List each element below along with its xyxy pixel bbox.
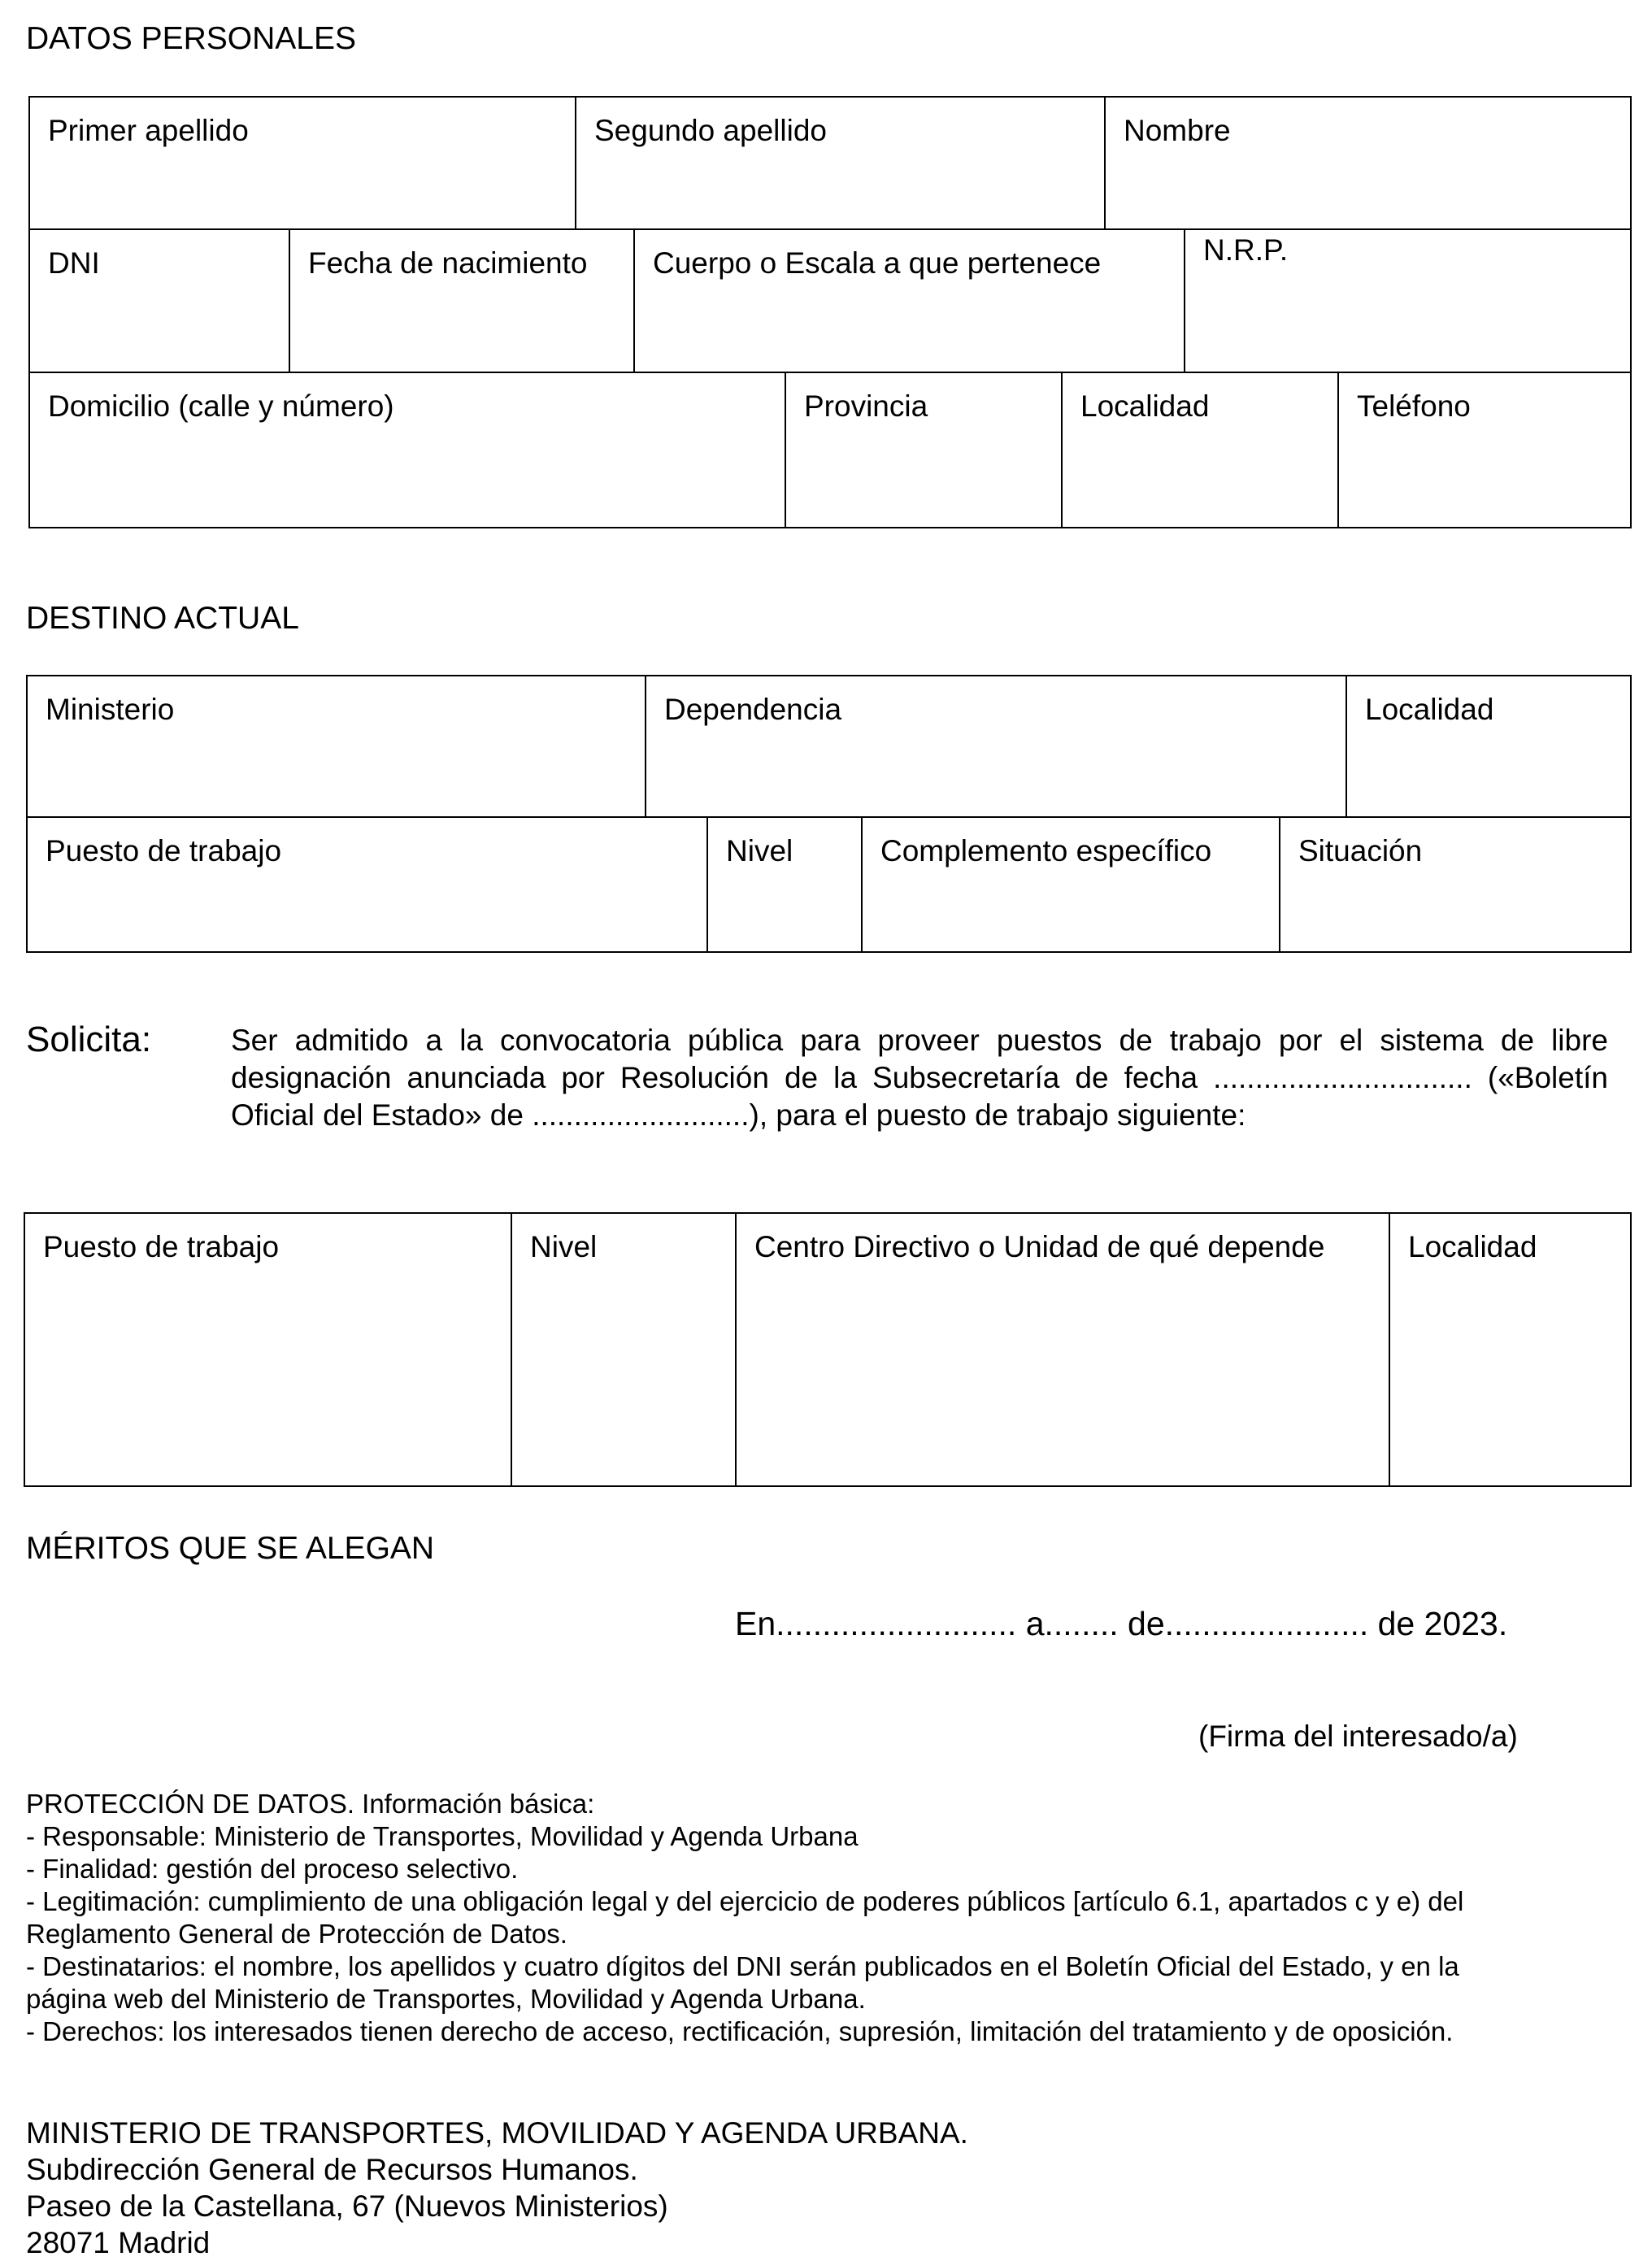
provincia-field[interactable] <box>785 373 1061 527</box>
datos-personales-row-2 <box>30 228 1630 373</box>
proteccion-datos-block <box>26 1788 1463 2048</box>
telefono-field[interactable] <box>1337 373 1630 527</box>
datos-personales-row-1 <box>30 98 1630 228</box>
localidad-field[interactable] <box>1061 373 1337 527</box>
field-label: Localidad <box>1365 693 1494 726</box>
direccion-block <box>26 2115 968 2261</box>
solicita-label: Solicita: <box>26 1020 152 1059</box>
field-label: Fecha de nacimiento <box>308 246 588 280</box>
field-label: Situación <box>1298 834 1423 867</box>
proteccion-line: - Destinatarios: el nombre, los apellidos y cuatro dígitos del DNI serán publicados en el Boletín Oficial del Estado, y en la <box>26 1951 1459 1981</box>
puesto-solicitado-table <box>24 1212 1632 1487</box>
proteccion-line: - Derechos: los interesados tienen derecho de acceso, rectificación, supresión, limitación del tratamiento y de oposición. <box>26 2016 1454 2046</box>
segundo-apellido-field[interactable] <box>575 98 1104 228</box>
destino-actual-row-1 <box>28 676 1630 816</box>
direccion-line: MINISTERIO DE TRANSPORTES, MOVILIDAD Y AGENDA URBANA. <box>26 2116 968 2150</box>
field-label: Complemento específico <box>880 834 1212 867</box>
field-label: Primer apellido <box>48 114 249 147</box>
proteccion-line: página web del Ministerio de Transportes, Movilidad y Agenda Urbana. <box>26 1984 866 2014</box>
nivel-actual-field[interactable] <box>706 818 861 951</box>
destino-actual-row-2 <box>28 816 1630 951</box>
section-title-meritos: MÉRITOS QUE SE ALEGAN <box>26 1531 435 1566</box>
proteccion-line: - Responsable: Ministerio de Transportes, Movilidad y Agenda Urbana <box>26 1821 859 1851</box>
cuerpo-escala-field[interactable] <box>633 230 1184 373</box>
field-label: Puesto de trabajo <box>43 1230 280 1263</box>
section-title-destino-actual: DESTINO ACTUAL <box>26 601 299 636</box>
puesto-solicitado-field[interactable] <box>25 1214 511 1485</box>
field-label: Puesto de trabajo <box>46 834 282 867</box>
dependencia-field[interactable] <box>645 676 1346 816</box>
puesto-solicitado-row <box>25 1214 1630 1485</box>
destino-actual-table <box>26 675 1632 953</box>
complemento-especifico-field[interactable] <box>861 818 1279 951</box>
localidad-solicitada-field[interactable] <box>1389 1214 1630 1485</box>
proteccion-line: Reglamento General de Protección de Datos. <box>26 1919 567 1949</box>
proteccion-line: PROTECCIÓN DE DATOS. Información básica: <box>26 1789 595 1819</box>
section-title-datos-personales: DATOS PERSONALES <box>26 21 357 56</box>
field-label: Ministerio <box>46 693 175 726</box>
field-label: Segundo apellido <box>594 114 827 147</box>
nivel-solicitado-field[interactable] <box>511 1214 735 1485</box>
direccion-line: Paseo de la Castellana, 67 (Nuevos Ministerios) <box>26 2189 668 2223</box>
direccion-line: 28071 Madrid <box>26 2226 211 2259</box>
firma-label: (Firma del interesado/a) <box>1198 1720 1518 1753</box>
primer-apellido-field[interactable] <box>30 98 575 228</box>
proteccion-line: - Legitimación: cumplimiento de una obligación legal y del ejercicio de poderes públicos [artículo 6.1, apartados c y e) del <box>26 1886 1464 1916</box>
field-label: N.R.P. <box>1203 233 1289 267</box>
situacion-field[interactable] <box>1279 818 1630 951</box>
dni-field[interactable] <box>30 230 289 373</box>
field-label: Teléfono <box>1357 389 1471 423</box>
domicilio-field[interactable] <box>30 373 785 527</box>
datos-personales-table <box>28 96 1632 528</box>
field-label: Cuerpo o Escala a que pertenece <box>653 246 1102 280</box>
field-label: Provincia <box>804 389 928 423</box>
field-label: Nivel <box>726 834 793 867</box>
localidad-destino-field[interactable] <box>1346 676 1630 816</box>
field-label: Nivel <box>530 1230 598 1263</box>
ministerio-field[interactable] <box>28 676 645 816</box>
field-label: Localidad <box>1080 389 1210 423</box>
field-label: Dependencia <box>664 693 842 726</box>
nombre-field[interactable] <box>1104 98 1630 228</box>
datos-personales-row-3 <box>30 372 1630 527</box>
puesto-actual-field[interactable] <box>28 818 706 951</box>
centro-directivo-field[interactable] <box>735 1214 1389 1485</box>
field-label: Localidad <box>1408 1230 1537 1263</box>
field-label: Centro Directivo o Unidad de qué depende <box>754 1230 1325 1263</box>
field-label: Domicilio (calle y número) <box>48 389 394 423</box>
proteccion-line: - Finalidad: gestión del proceso selectivo. <box>26 1854 519 1884</box>
fecha-firma-line: En.......................... a........ de...................... de 2023. <box>735 1605 1508 1642</box>
solicita-text: Ser admitido a la convocatoria pública para proveer puestos de trabajo por el sistema de libre designación anunciada por Resolución de la Subsecretaría de fecha ............................... («Boletín Oficial del Estado» de ..........................), para el puesto de trabajo siguiente: <box>231 1024 1608 1132</box>
field-label: DNI <box>48 246 100 280</box>
fecha-nacimiento-field[interactable] <box>289 230 633 373</box>
direccion-line: Subdirección General de Recursos Humanos. <box>26 2153 638 2186</box>
nrp-field[interactable] <box>1184 230 1630 373</box>
field-label: Nombre <box>1124 114 1231 147</box>
